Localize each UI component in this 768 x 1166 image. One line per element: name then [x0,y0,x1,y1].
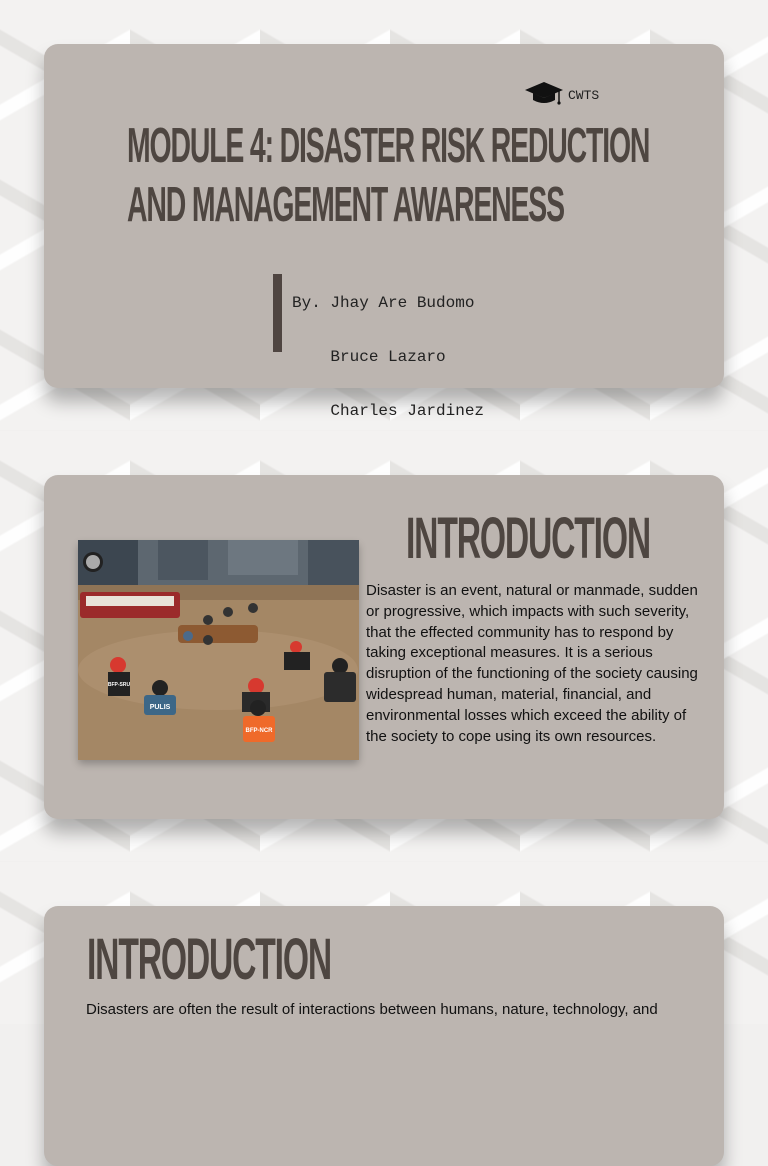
author-name: Charles Jardinez [292,402,485,420]
graduation-cap-icon [524,80,564,111]
vest-label: BFP-NCR [245,728,273,734]
introduction-paragraph: Disaster is an event, natural or manmade, sudden or progressive, which impacts with such severity, that the effected community has to respond by taking exceptional measures. It is a serious disruption of the functioning of the society causing widespread human, material, financial, and environmental losses which exceed the ability of the society to cope using its own resources. [366,582,698,745]
introduction-slide-2 [44,906,724,1166]
cwts-badge [524,80,599,111]
title-slide [44,44,724,420]
introduction-paragraph: Disasters are often the result of interactions between humans, nature, technology, and [86,1001,658,1018]
introduction-slide [44,475,724,819]
slide-band-1 [0,0,768,430]
slide-band-3 [0,862,768,1024]
cwts-label: CWTS [568,88,600,103]
section-heading: INTRODUCTION [87,927,331,992]
flood-rescue-photo [78,540,359,760]
section-heading: INTRODUCTION [406,506,650,571]
module-title-line2: AND MANAGEMENT AWARENESS [127,178,564,232]
author-name: By. Jhay Are Budomo [292,294,475,312]
vest-label: PULIS [149,704,171,711]
module-title-line1: MODULE 4: DISASTER RISK REDUCTION [127,119,650,173]
slide-band-2 [0,431,768,861]
author-name: Bruce Lazaro [292,348,446,366]
accent-bar [273,274,282,352]
vest-label: BFP-SRU [107,682,131,688]
